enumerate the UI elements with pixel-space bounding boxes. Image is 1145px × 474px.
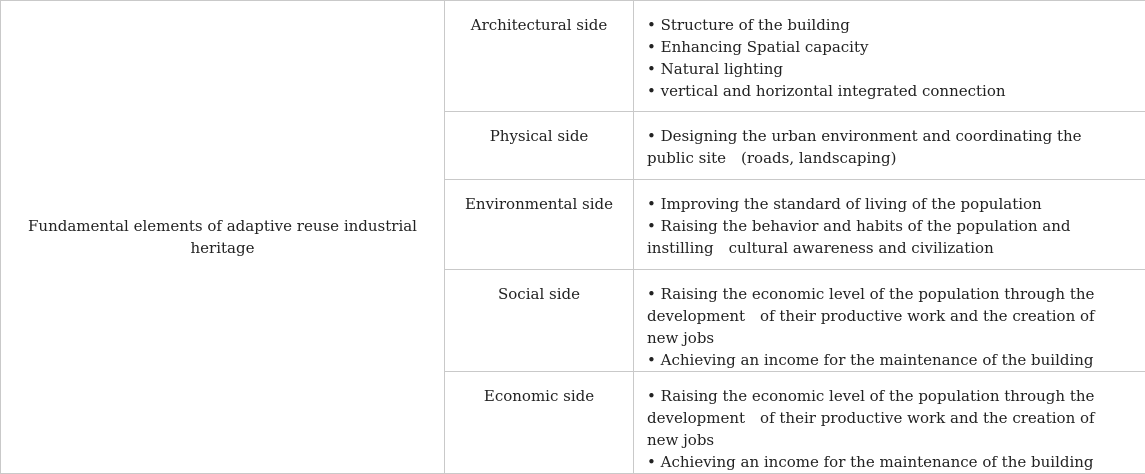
list-item: • Achieving an income for the maintenance of the building xyxy=(647,349,1129,371)
side-label-architectural: Architectural side xyxy=(471,16,608,34)
list-item: • Natural lighting xyxy=(647,58,1129,80)
list-item: • Designing the urban environment and coordinating the public site (roads, landscaping) xyxy=(647,125,1129,169)
items-cell xyxy=(634,1,1145,112)
list-item: • Raising the economic level of the population through the development of their productive work and the creation of new jobs xyxy=(647,283,1129,349)
side-cell xyxy=(445,1,634,112)
table-row xyxy=(1,1,1145,112)
items-cell xyxy=(634,112,1145,180)
list-item: • Raising the behavior and habits of the population and instilling cultural awareness and civilization xyxy=(647,215,1129,259)
items-cell xyxy=(634,180,1145,270)
side-label-environmental: Environmental side xyxy=(465,195,613,213)
list-item: • vertical and horizontal integrated connection xyxy=(647,80,1129,102)
side-label-social: Social side xyxy=(498,285,580,303)
side-cell xyxy=(445,270,634,372)
list-item: • Structure of the building xyxy=(647,14,1129,36)
items-cell xyxy=(634,372,1145,474)
list-item: • Raising the economic level of the population through the development of their productive work and the creation of new jobs xyxy=(647,385,1129,451)
main-label-cell xyxy=(1,1,445,474)
side-cell xyxy=(445,112,634,180)
side-label-physical: Physical side xyxy=(490,127,589,145)
list-item: • Improving the standard of living of the population xyxy=(647,193,1129,215)
side-label-economic: Economic side xyxy=(484,387,594,405)
side-cell xyxy=(445,180,634,270)
list-item: • Achieving an income for the maintenance of the building xyxy=(647,451,1129,473)
main-label: Fundamental elements of adaptive reuse industrial heritage xyxy=(28,217,417,257)
items-cell xyxy=(634,270,1145,372)
side-cell xyxy=(445,372,634,474)
list-item: • Enhancing Spatial capacity xyxy=(647,36,1129,58)
